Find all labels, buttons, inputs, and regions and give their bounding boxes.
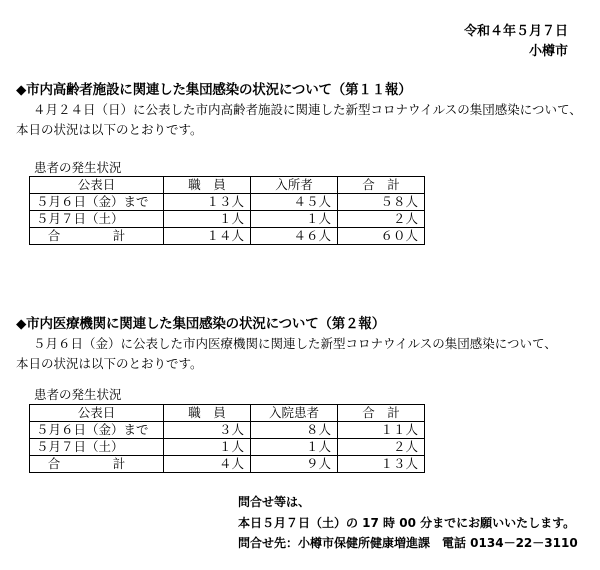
table-row (30, 194, 425, 211)
row-value-cell: ２人 (338, 211, 425, 228)
section1-title: ◆市内高齢者施設に関連した集団感染の状況について（第１１報） (16, 82, 412, 98)
row-value-cell: ５８人 (338, 194, 425, 211)
table-header-row (30, 177, 425, 194)
section2-paragraph-line2: 本日の状況は以下のとおりです。 (16, 356, 203, 371)
header-cell: 合 計 (338, 177, 425, 194)
header-cell: 公表日 (30, 405, 164, 422)
section1-table (29, 176, 425, 245)
row-value-cell: １人 (164, 211, 251, 228)
document-date: 令和４年５月７日 (463, 24, 568, 39)
row-date-cell: ５月７日（土） (30, 439, 164, 456)
header-cell: 職 員 (164, 405, 251, 422)
section2-title: ◆市内医療機関に関連した集団感染の状況について（第２報） (16, 316, 386, 332)
total-label-cell: 合 計 (30, 456, 164, 473)
row-value-cell: ４５人 (251, 194, 338, 211)
issuing-city: 小樽市 (528, 44, 568, 59)
row-value-cell: １人 (251, 439, 338, 456)
row-value-cell: １１人 (338, 422, 425, 439)
row-value-cell: １人 (164, 439, 251, 456)
total-value-cell: ４人 (164, 456, 251, 473)
section1-paragraph-line1: ４月２４日（日）に公表した市内高齢者施設に関連した新型コロナウイルスの集団感染について、 (33, 102, 582, 117)
row-date-cell: ５月６日（金）まで (30, 194, 164, 211)
row-value-cell: ８人 (251, 422, 338, 439)
section1-table-label: 患者の発生状況 (34, 160, 122, 175)
section2-table-label: 患者の発生状況 (34, 387, 122, 402)
table-total-row (30, 228, 425, 245)
contact-intro: 問合せ等は、 (238, 495, 311, 509)
section2-table (29, 404, 425, 473)
row-value-cell: ３人 (164, 422, 251, 439)
contact-info: 問合せ先：小樽市保健所健康増進課 電話 0134－22－3110 (238, 536, 578, 550)
header-cell: 入所者 (251, 177, 338, 194)
row-date-cell: ５月７日（土） (30, 211, 164, 228)
section2-paragraph (16, 334, 594, 374)
table-row (30, 439, 425, 456)
total-value-cell: １４人 (164, 228, 251, 245)
table-total-row (30, 456, 425, 473)
section2-paragraph-line1: ５月６日（金）に公表した市内医療機関に関連した新型コロナウイルスの集団感染について、 (33, 336, 557, 351)
total-label-cell: 合 計 (30, 228, 164, 245)
section1-paragraph-line2: 本日の状況は以下のとおりです。 (16, 122, 203, 137)
row-date-cell: ５月６日（金）まで (30, 422, 164, 439)
table-row (30, 422, 425, 439)
total-value-cell: ４６人 (251, 228, 338, 245)
row-value-cell: １３人 (164, 194, 251, 211)
header-cell: 合 計 (338, 405, 425, 422)
header-cell: 公表日 (30, 177, 164, 194)
total-value-cell: ９人 (251, 456, 338, 473)
contact-deadline: 本日５月７日（土）の 17 時 00 分までにお願いいたします。 (238, 516, 576, 530)
table-header-row (30, 405, 425, 422)
total-value-cell: ６０人 (338, 228, 425, 245)
header-cell: 入院患者 (251, 405, 338, 422)
table-row (30, 211, 425, 228)
section1-paragraph (16, 100, 594, 140)
header-cell: 職 員 (164, 177, 251, 194)
row-value-cell: ２人 (338, 439, 425, 456)
total-value-cell: １３人 (338, 456, 425, 473)
row-value-cell: １人 (251, 211, 338, 228)
